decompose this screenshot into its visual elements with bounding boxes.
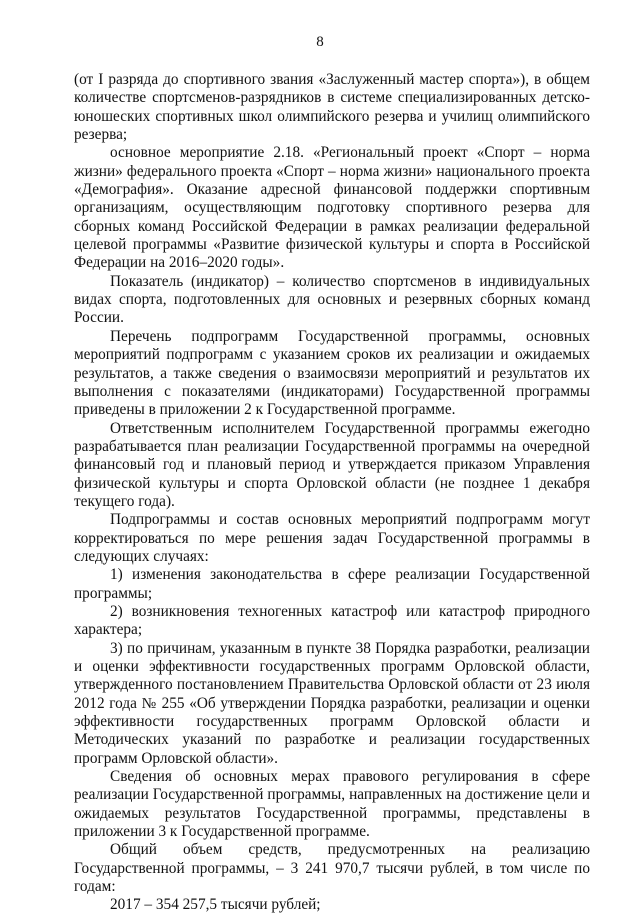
paragraph-9: 2017 – 354 257,5 тысячи рублей; — [110, 896, 321, 914]
paragraph-8: Общий объем средств, предусмотренных на реализацию Государственной программы, – 3 241 970,7 тысячи рублей, в том числе по годам: — [74, 841, 590, 896]
paragraph-2: основное мероприятие 2.18. «Региональный проект «Спорт – норма жизни» федерального проекта «Спорт – норма жизни» национального проекта «Демография». Оказание адресной финансовой поддержки спортивным организациям, осуществляющим подготовку спортивного резерва для сборных команд Российской Федерации в рамках реализации федеральной целевой программы «Развитие физической культуры и спорта в Российской Федерации на 2016–2020 годы». — [74, 144, 590, 272]
list-item-1: 1) изменения законодательства в сфере реализации Государственной программы; — [74, 566, 590, 602]
document-body — [74, 71, 590, 915]
paragraph-6: Подпрограммы и состав основных мероприятий подпрограмм могут корректироваться по мере решения задач Государственной программы в следующих случаях: — [74, 511, 590, 565]
list-item-3: 3) по причинам, указанным в пункте 38 Порядка разработки, реализации и оценки эффективности государственных программ Орловской области, утвержденного постановлением Правительства Орловской области от 23 июля 2012 года № 255 «Об утверждении Порядка разработки, реализации и оценки эффективности государственных программ Орловской области и Методических указаний по разработке и реализации государственных программ Орловской области». — [74, 639, 590, 767]
list-item-2: 2) возникновения техногенных катастроф или катастроф природного характера; — [74, 602, 590, 639]
paragraph-7: Сведения об основных мерах правового регулирования в сфере реализации Государственной программы, направленных на достижение цели и ожидаемых результатов Государственной программы, представлены в приложении 3 к Государственной программе. — [74, 768, 590, 841]
paragraph-3: Показатель (индикатор) – количество спортсменов в индивидуальных видах спорта, подготовленных для основных и резервных сборных команд России. — [74, 272, 590, 327]
paragraph-4: Перечень подпрограмм Государственной программы, основных мероприятий подпрограмм с указанием сроков их реализации и ожидаемых результатов, а также сведения о взаимосвязи мероприятий и результатов их выполнения с показателями (индикаторами) Государственной программы приведены в приложении 2 к Государственной программе. — [74, 327, 590, 419]
paragraph-1: (от I разряда до спортивного звания «Заслуженный мастер спорта»), в общем количестве спортсменов-разрядников в системе специализированных детско-юношеских спортивных школ олимпийского резерва и училищ олимпийского резерва; — [74, 71, 590, 144]
paragraph-5: Ответственным исполнителем Государственной программы ежегодно разрабатывается план реализации Государственной программы на очередной финансовый год и плановый период и утверждается приказом Управления физической культуры и спорта Орловской области (не позднее 1 декабря текущего года). — [74, 419, 590, 510]
page-number: 8 — [316, 34, 324, 50]
